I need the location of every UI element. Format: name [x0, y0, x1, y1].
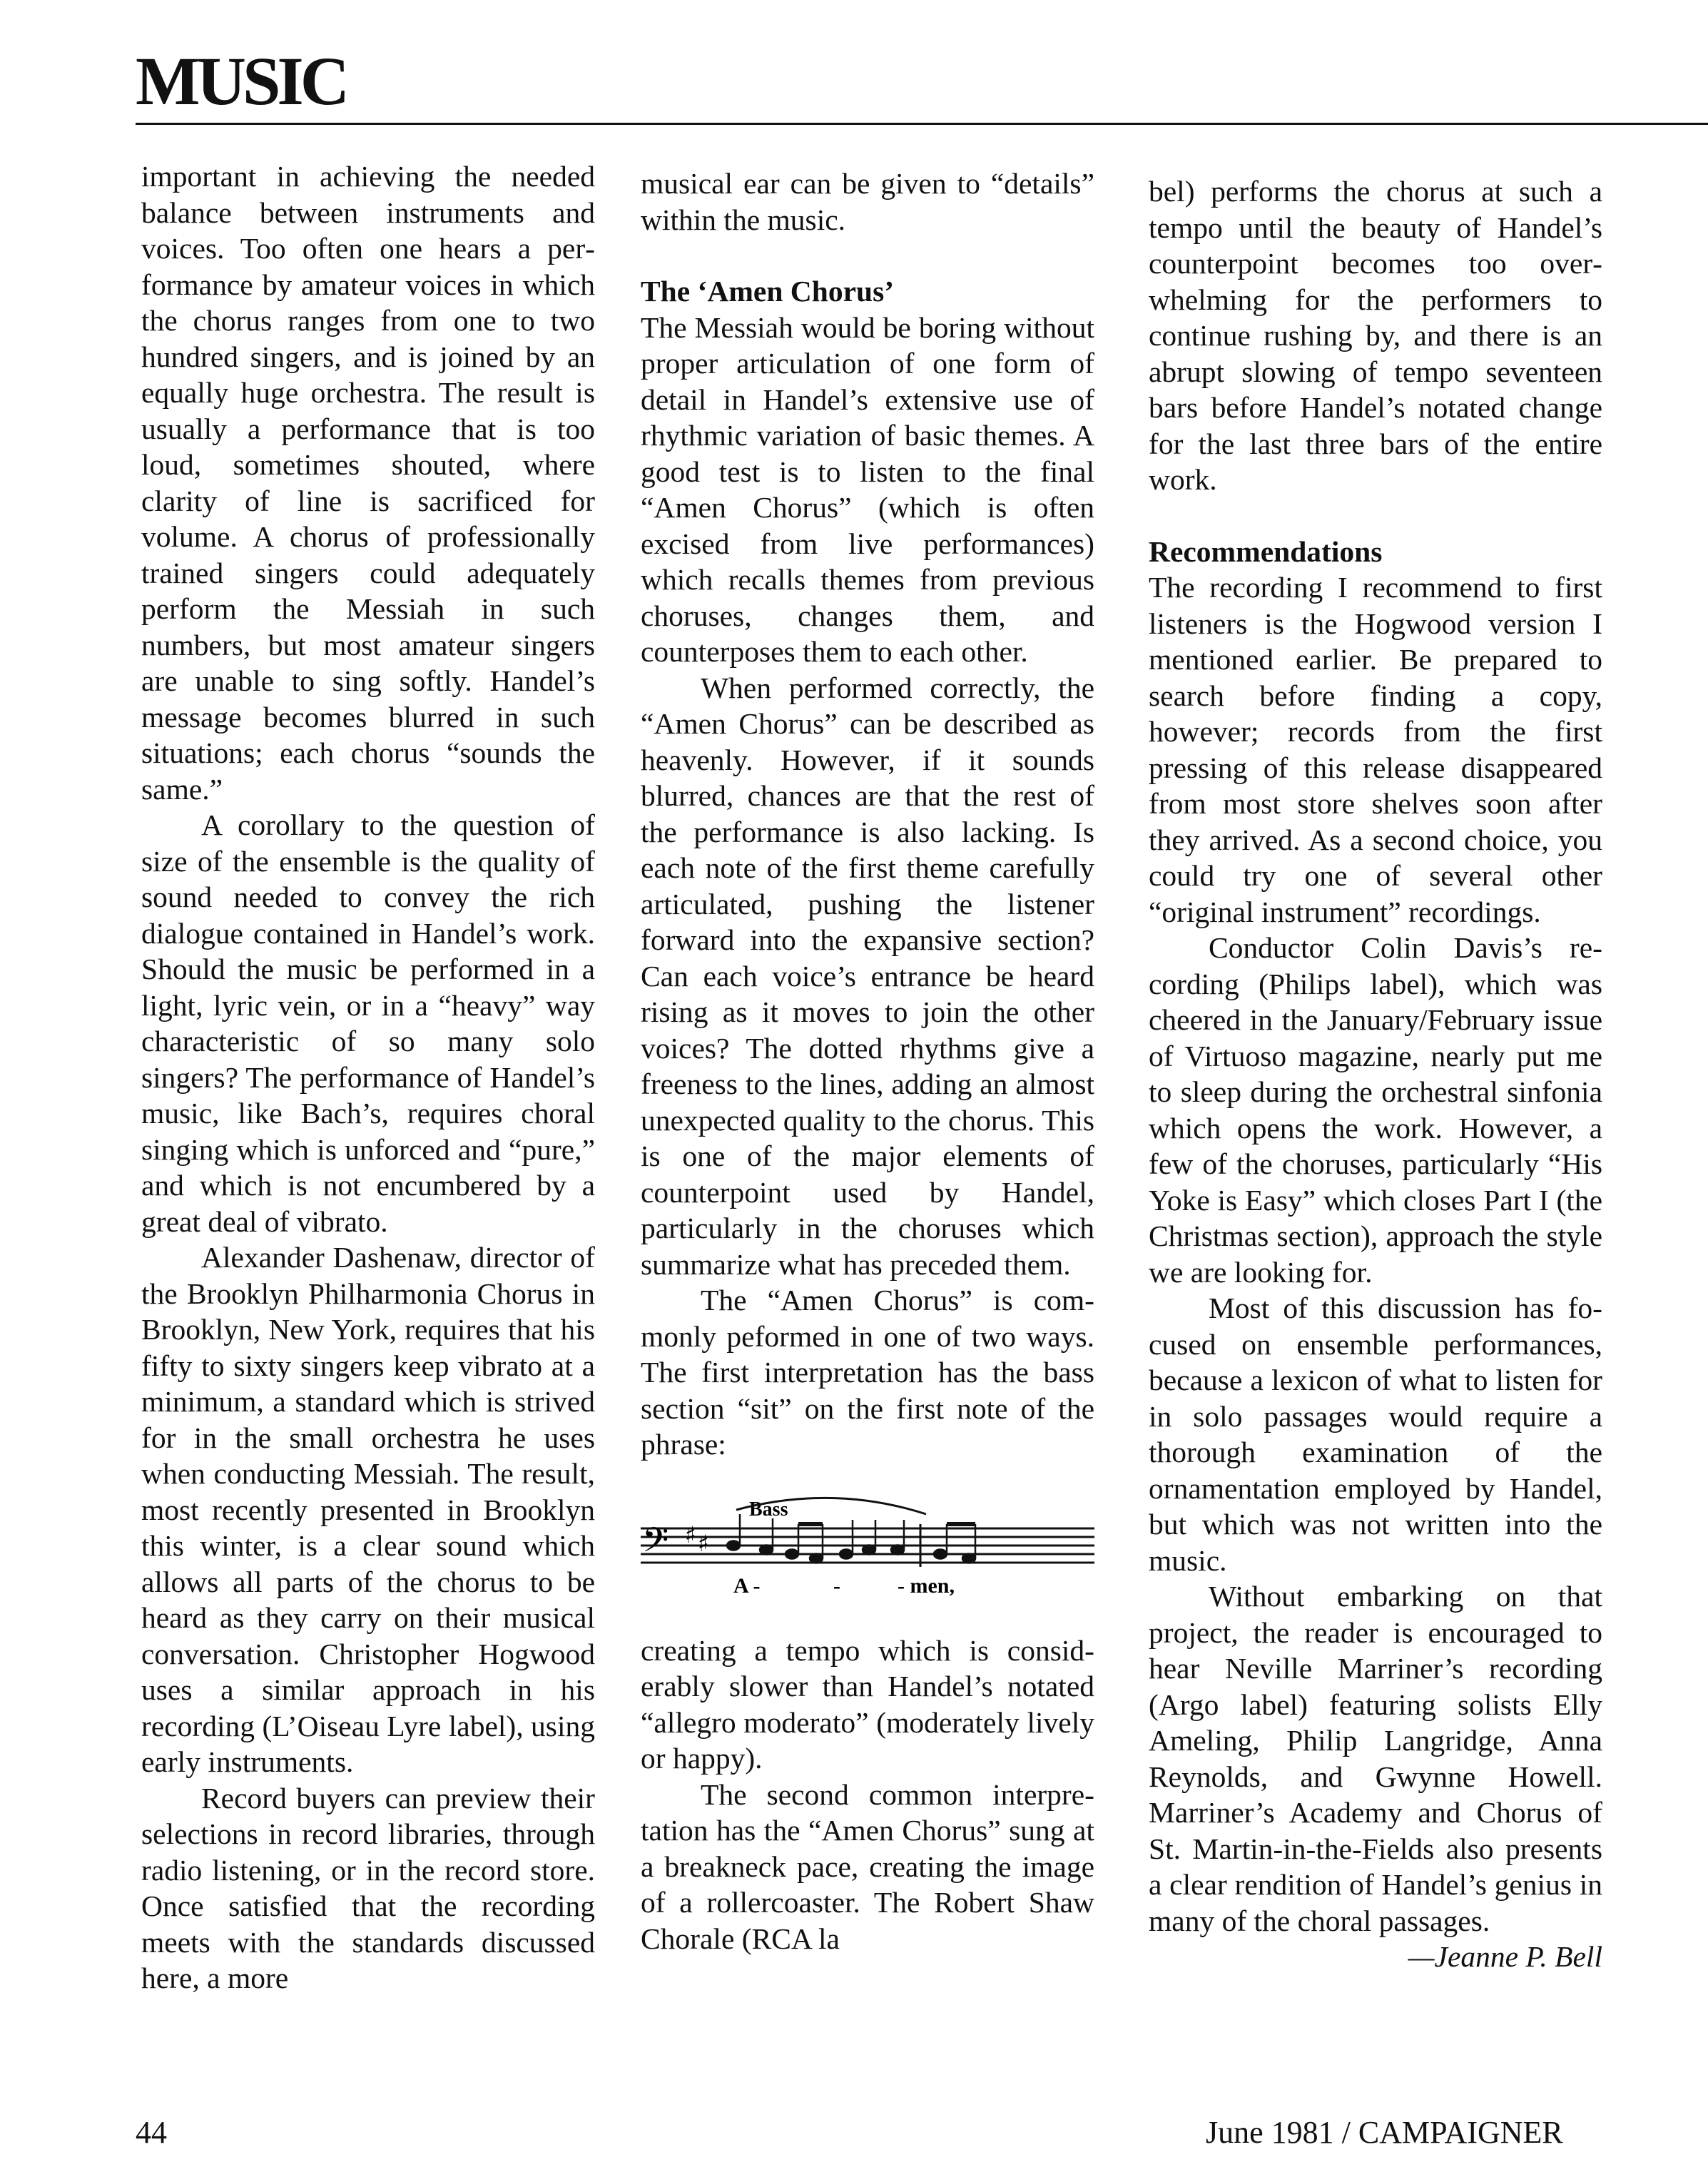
paragraph: A corollary to the question of size of the ensemble is the quality of sound needed to convey the rich dialogue contained in Handel’s work. Should the music be performed in a light, lyric vein, or in a “heavy” way characteristic of so many solo singers? The performance of Handel’s music, like Bach’s, requires choral singing which is unforced and “pure,” and which is not encumbered by a great deal of vibrato. [141, 808, 595, 1238]
paragraph: Without embarking on that project, the reader is encouraged to hear Neville Marriner’s recording (Argo label) featuring solists Elly Ameling, Philip Langridge, Anna Reynolds, and Gwynne Howell. Marriner’s Academy and Chorus of St. Martin-in-the-Fields also presents a clear rendition of Handel’s genius in many of the choral passages. [1149, 1580, 1602, 1937]
lyric-start: A - [733, 1573, 761, 1598]
paragraph: The Messiah would be boring without proper articulation of one form of detail in Handel’s extensive use of rhythmic variation of basic themes. A good test is to listen to the final “Amen Chorus” (which is often excised from live performances) which recalls themes from previous choruses, changes them, and counterposes them to each other. [641, 310, 1094, 668]
sharp-icon: ♯ [698, 1529, 709, 1557]
paragraph: Most of this discussion has focused on ensemble performances, because a lexicon of what to listen for in solo passages would require a thorough examination of the ornamentation employed by Handel, but which was not written into the music. [1149, 1292, 1602, 1577]
column-1 [141, 158, 595, 1996]
voice-label: Bass [749, 1498, 788, 1521]
paragraph: musical ear can be given to “details” within the music. [641, 167, 1094, 236]
bass-staff-figure [641, 1477, 1094, 1620]
paragraph: bel) performs the chorus at such a tempo until the beauty of Handel’s counterpoint becomes too overwhelming for the performers to continue rushing by, and there is an abrupt slowing of tempo seventeen bars before Handel’s notated change for the last three bars of the entire work. [1149, 175, 1602, 496]
author-signature: —Jeanne P. Bell [1408, 1940, 1602, 1973]
paragraph: Conductor Colin Davis’s recording (Philips label), which was cheered in the January/February issue of Virtuoso magazine, nearly put me to sleep during the orchestral sinfonia which opens the work. However, a few of the choruses, particularly “His Yoke is Easy” which closes Part I (the Christmas section), approach the style we are looking for. [1149, 931, 1602, 1289]
paragraph: When performed correctly, the “Amen Chorus” can be described as heavenly. However, if it sounds blurred, chances are that the rest of the performance is also lacking. Is each note of the first theme carefully articulated, pushing the listener forward into the expansive section? Can each voice’s entrance be heard rising as it moves to join the other voices? The dotted rhythms give a freeness to the lines, adding an almost unexpected quality to the chorus. This is one of the major elements of counterpoint used by Handel, particularly in the choruses which summarize what has preceded them. [641, 671, 1094, 1281]
paragraph: The second common interpretation has the “Amen Chorus” sung at a breakneck pace, creating the image of a rollercoaster. The Robert Shaw Chorale (RCA la [641, 1777, 1094, 1955]
paragraph: Alexander Dashenaw, director of the Brooklyn Philharmonia Chorus in Brooklyn, New York, requires that his fifty to sixty singers keep vibrato at a minimum, a standard which is strived for in the small orchestra he uses when conducting Messiah. The result, most recently presented in Brooklyn this winter, is a clear sound which allows all parts of the chorus to be heard as they carry on their musical conversation. Christopher Hogwood uses a similar approach in his recording (L’Oiseau Lyre label), using early instruments. [141, 1241, 595, 1778]
paragraph: The recording I recommend to first listeners is the Hogwood version I mentioned earlier. Be prepared to search before finding a copy, however; records from the first pressing of this release disappeared from most store shelves soon after they arrived. As a second choice, you could try one of several other “original instrument” recordings. [1149, 571, 1602, 928]
spacer [641, 238, 1094, 273]
paragraph: The “Amen Chorus” is commonly peformed in one of two ways. The first interpretation has the bass section “sit” on the first note of the phrase: [641, 1284, 1094, 1461]
paragraph: important in achieving the needed balance between instruments and voices. Too often one hears a performance by amateur voices in which the chorus ranges from one to two hundred singers, and is joined by an equally huge orchestra. The result is usually a performance that is too loud, sometimes shouted, where clarity of line is sacrificed for volume. A chorus of professionally trained singers could adequately perform the Messiah in such numbers, but most amateur singers are unable to sing softly. Handel’s message becomes blurred in such situations; each chorus “sounds the same.” [141, 160, 595, 806]
section-title: MUSIC [136, 43, 347, 119]
sharp-icon: ♯ [685, 1521, 696, 1548]
header-rule [136, 123, 1708, 125]
subhead-amen-chorus: The ‘Amen Chorus’ [641, 275, 895, 308]
page-number: 44 [136, 2115, 167, 2150]
paragraph: Record buyers can preview their selections in record libraries, through radio listening, or in the record store. Once satisfied that the recording meets with the standards discussed here, a more [141, 1781, 595, 1994]
music-example [641, 1477, 1094, 1620]
column-3 [1149, 173, 1602, 1975]
bass-clef-icon: 𝄢 [642, 1519, 669, 1568]
lyric-mid: - [833, 1573, 840, 1598]
issue-line: June 1981 / CAMPAIGNER [1206, 2115, 1563, 2150]
notes [727, 1514, 975, 1567]
paragraph: creating a tempo which is considerably slower than Handel’s notated “allegro moderato” (moderately lively or happy). [641, 1633, 1094, 1775]
column-2 [641, 166, 1094, 1957]
spacer [1149, 498, 1602, 534]
lyric-end: - men, [898, 1573, 955, 1598]
subhead-recommendations: Recommendations [1149, 534, 1383, 568]
